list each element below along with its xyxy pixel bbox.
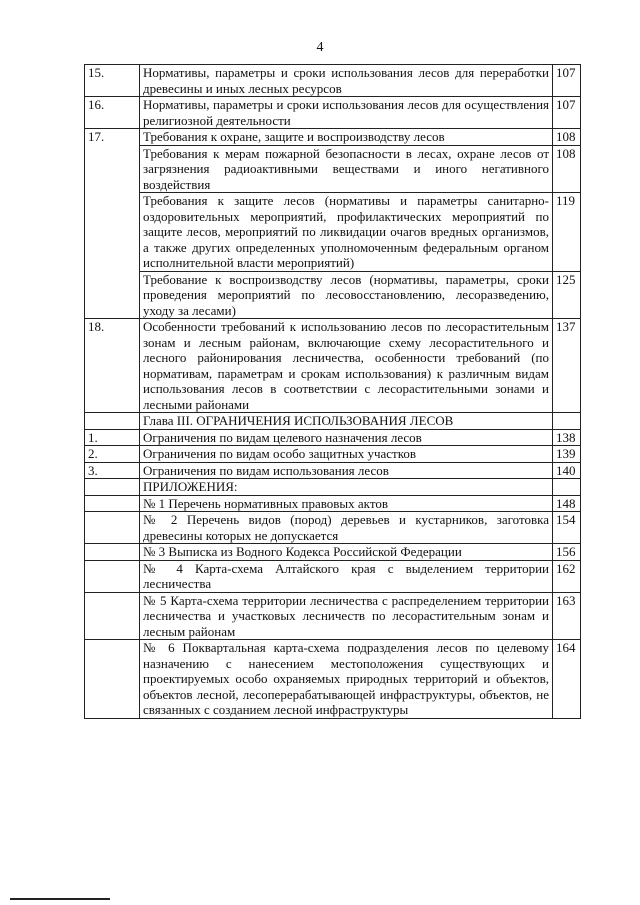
row-page: 156 xyxy=(553,544,581,561)
table-row xyxy=(85,319,581,413)
row-number xyxy=(85,592,140,640)
row-page: 125 xyxy=(553,271,581,319)
row-number xyxy=(85,544,140,561)
table-of-contents xyxy=(84,64,581,719)
appendices-heading: ПРИЛОЖЕНИЯ: xyxy=(140,479,553,496)
row-page xyxy=(553,413,581,430)
table-row xyxy=(85,129,581,146)
table-row xyxy=(85,446,581,463)
row-number: 2. xyxy=(85,446,140,463)
table-row xyxy=(85,429,581,446)
row-title: Требования к охране, защите и воспроизводству лесов xyxy=(140,129,553,146)
row-page: 119 xyxy=(553,193,581,272)
row-page: 154 xyxy=(553,512,581,544)
row-page xyxy=(553,479,581,496)
row-number: 16. xyxy=(85,97,140,129)
page-number: 4 xyxy=(316,40,324,55)
row-title: № 2 Перечень видов (пород) деревьев и кустарников, заготовка древесины которых не допускается xyxy=(140,512,553,544)
row-page: 163 xyxy=(553,592,581,640)
table-row xyxy=(85,65,581,97)
table-row xyxy=(85,592,581,640)
row-title: Требование к воспроизводству лесов (нормативы, параметры, сроки проведения мероприятий по лесовосстановлению, лесоразведению, уходу за лесами) xyxy=(140,271,553,319)
row-title: № 5 Карта-схема территории лесничества с распределением территории лесничества и участковых лесничеств по лесорастительным зонам и лесным районам xyxy=(140,592,553,640)
row-page: 164 xyxy=(553,640,581,719)
row-page: 148 xyxy=(553,495,581,512)
row-title: Требования к мерам пожарной безопасности в лесах, охране лесов от загрязнения радиоактивными веществами и иного негативного воздействия xyxy=(140,145,553,193)
row-page: 162 xyxy=(553,560,581,592)
row-number xyxy=(85,640,140,719)
row-title: Нормативы, параметры и сроки использования лесов для переработки древесины и иных лесных ресурсов xyxy=(140,65,553,97)
row-number: 3. xyxy=(85,462,140,479)
row-title: № 4 Карта-схема Алтайского края с выделением территории лесничества xyxy=(140,560,553,592)
row-number xyxy=(85,413,140,430)
table-row xyxy=(85,97,581,129)
row-title: Требования к защите лесов (нормативы и параметры санитарно-оздоровительных мероприятий, профилактических мероприятий по защите лесов, мероприятий по ликвидации очагов вредных организмов, а также других определенных уполномоченным федеральным органом исполнительной власти мероприятий) xyxy=(140,193,553,272)
table-row xyxy=(85,462,581,479)
row-number xyxy=(85,479,140,496)
table-row xyxy=(85,640,581,719)
table-row xyxy=(85,512,581,544)
row-page: 108 xyxy=(553,129,581,146)
row-title: № 6 Поквартальная карта-схема подразделения лесов по целевому назначению с нанесением местоположения существующих и проектируемых особо охраняемых природных территорий и объектов, объектов лесной, лесоперерабатывающей инфраструктуры, объектов, не связанных с созданием лесной инфраструктуры xyxy=(140,640,553,719)
table-row xyxy=(85,271,581,319)
footer-rule xyxy=(10,898,110,900)
table-row xyxy=(85,495,581,512)
row-title: № 1 Перечень нормативных правовых актов xyxy=(140,495,553,512)
table-row xyxy=(85,413,581,430)
row-number xyxy=(85,512,140,544)
row-page: 139 xyxy=(553,446,581,463)
table-row xyxy=(85,560,581,592)
row-title: № 3 Выписка из Водного Кодекса Российской Федерации xyxy=(140,544,553,561)
row-page: 108 xyxy=(553,145,581,193)
row-page: 107 xyxy=(553,97,581,129)
row-title: Нормативы, параметры и сроки использования лесов для осуществления религиозной деятельности xyxy=(140,97,553,129)
table-row xyxy=(85,544,581,561)
row-page: 138 xyxy=(553,429,581,446)
row-number: 18. xyxy=(85,319,140,413)
row-number xyxy=(85,495,140,512)
row-page: 107 xyxy=(553,65,581,97)
row-title: Особенности требований к использованию лесов по лесорастительным зонам и лесным районам, включающие схему лесорастительного и лесного районирования лесничества, особенности требований (по нормативам, параметрам и срокам использования) к различным видам использования лесов в соответствии с лесорастительными зонами и лесными районами xyxy=(140,319,553,413)
row-title: Ограничения по видам целевого назначения лесов xyxy=(140,429,553,446)
table-row xyxy=(85,193,581,272)
row-title: Ограничения по видам использования лесов xyxy=(140,462,553,479)
row-title: Ограничения по видам особо защитных участков xyxy=(140,446,553,463)
row-number: 17. xyxy=(85,129,140,319)
table-row xyxy=(85,145,581,193)
row-page: 140 xyxy=(553,462,581,479)
table-row xyxy=(85,479,581,496)
row-number: 1. xyxy=(85,429,140,446)
row-number xyxy=(85,560,140,592)
row-number: 15. xyxy=(85,65,140,97)
chapter-heading: Глава III. ОГРАНИЧЕНИЯ ИСПОЛЬЗОВАНИЯ ЛЕСОВ xyxy=(140,413,553,430)
row-page: 137 xyxy=(553,319,581,413)
